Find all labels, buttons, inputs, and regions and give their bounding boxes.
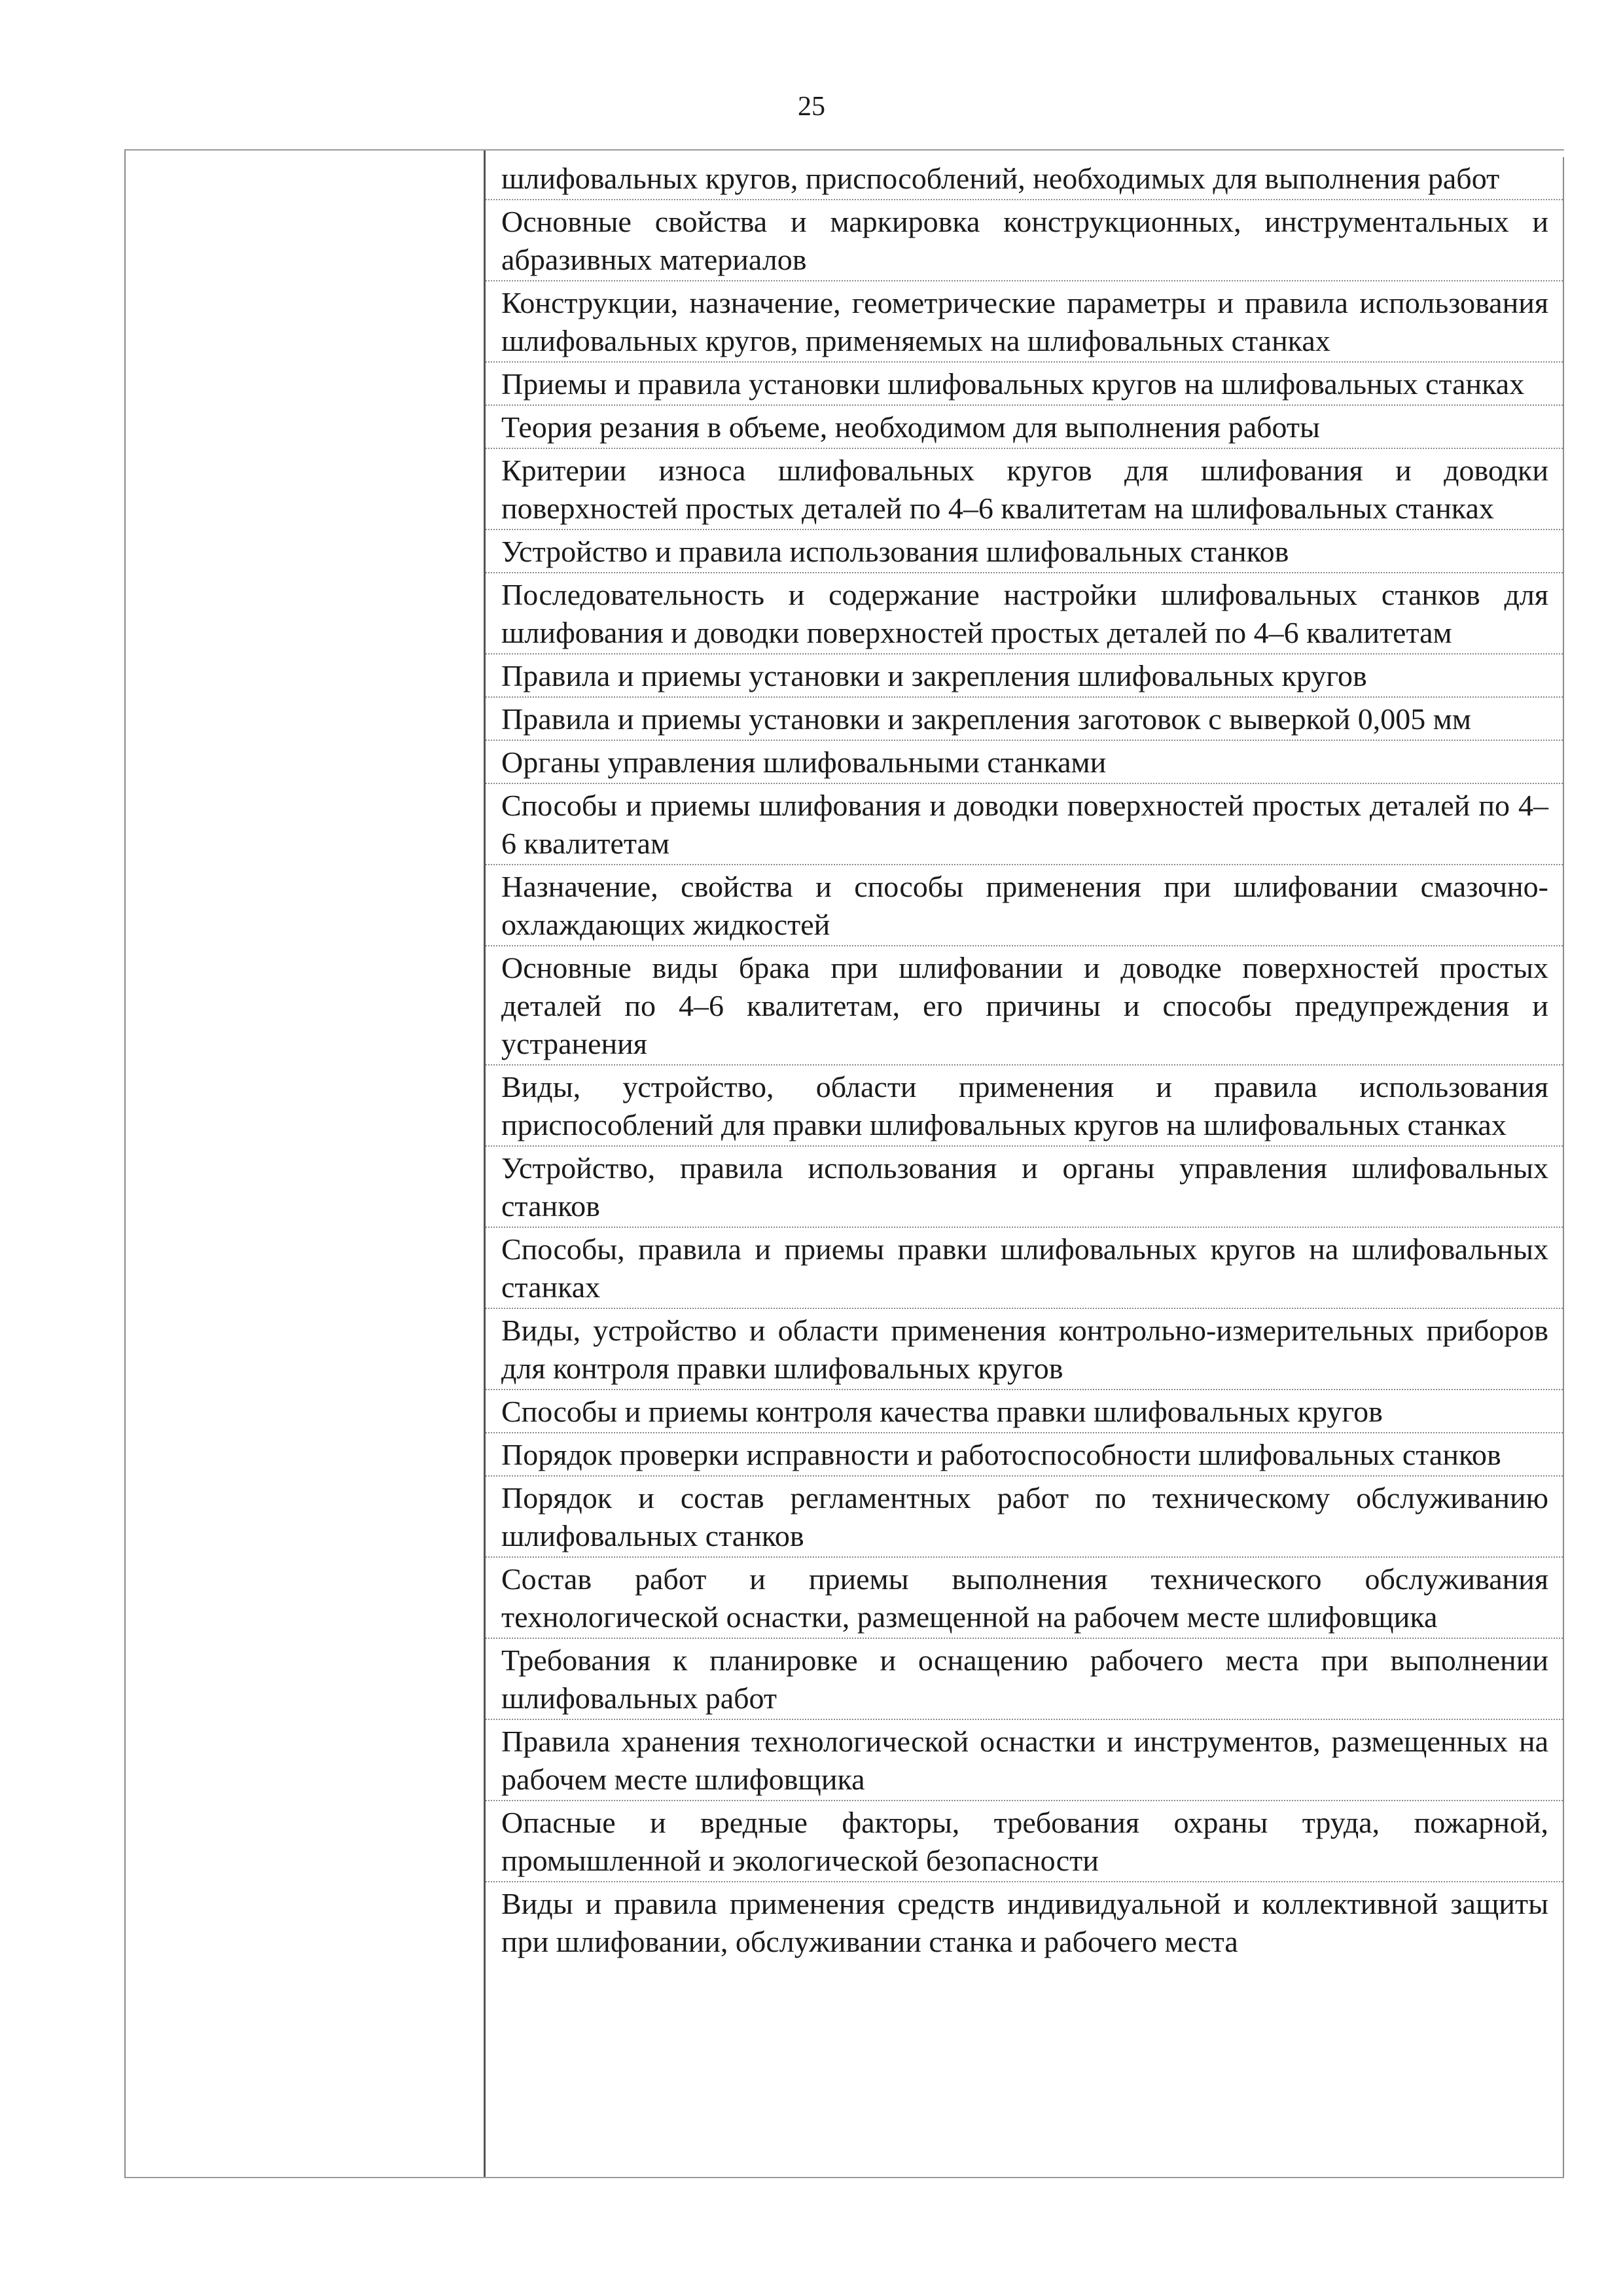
- table-row: Приемы и правила установки шлифовальных кругов на шлифовальных станках: [486, 363, 1563, 406]
- table-row: Назначение, свойства и способы применения при шлифовании смазочно-охлаждающих жидкостей: [486, 865, 1563, 946]
- table-row: шлифовальных кругов, приспособлений, необходимых для выполнения работ: [486, 157, 1563, 200]
- table-row: Устройство, правила использования и органы управления шлифовальных станков: [486, 1147, 1563, 1228]
- table-row: Критерии износа шлифовальных кругов для шлифования и доводки поверхностей простых деталей по 4–6 квалитетам на шлифовальных станках: [486, 449, 1563, 530]
- table-row: Органы управления шлифовальными станками: [486, 741, 1563, 784]
- table-row: Виды и правила применения средств индивидуальной и коллективной защиты при шлифовании, обслуживании станка и рабочего места: [501, 1887, 1548, 1958]
- page-number: 25: [798, 92, 825, 122]
- table-row: Правила и приемы установки и закрепления заготовок с выверкой 0,005 мм: [486, 698, 1563, 741]
- requirements-table: [124, 149, 1564, 2178]
- table-row: Конструкции, назначение, геометрические параметры и правила использования шлифовальных кругов, применяемых на шлифовальных станках: [486, 281, 1563, 363]
- table-row: Порядок и состав регламентных работ по техническому обслуживанию шлифовальных станков: [486, 1477, 1563, 1558]
- table-row: Состав работ и приемы выполнения технического обслуживания технологической оснастки, размещенной на рабочем месте шлифовщика: [486, 1558, 1563, 1639]
- table-row: Виды, устройство и области применения контрольно-измерительных приборов для контроля правки шлифовальных кругов: [486, 1309, 1563, 1390]
- table-row: Опасные и вредные факторы, требования охраны труда, пожарной, промышленной и экологической безопасности: [486, 1801, 1563, 1882]
- table-left-cell: [126, 151, 486, 2177]
- table-row: Последовательность и содержание настройки шлифовальных станков для шлифования и доводки поверхностей простых деталей по 4–6 квалитетам: [486, 573, 1563, 655]
- table-row: Основные виды брака при шлифовании и доводке поверхностей простых деталей по 4–6 квалитетам, его причины и способы предупреждения и устранения: [486, 946, 1563, 1066]
- table-row: Теория резания в объеме, необходимом для выполнения работы: [486, 406, 1563, 449]
- table-row: Основные свойства и маркировка конструкционных, инструментальных и абразивных материалов: [486, 200, 1563, 281]
- table-row: Способы и приемы шлифования и доводки поверхностей простых деталей по 4–6 квалитетам: [486, 784, 1563, 865]
- table-row: Правила хранения технологической оснастки и инструментов, размещенных на рабочем месте шлифовщика: [486, 1720, 1563, 1801]
- table-row: Порядок проверки исправности и работоспособности шлифовальных станков: [486, 1433, 1563, 1477]
- table-row: Виды, устройство, области применения и правила использования приспособлений для правки шлифовальных кругов на шлифовальных станках: [486, 1066, 1563, 1147]
- table-row: Требования к планировке и оснащению рабочего места при выполнении шлифовальных работ: [486, 1639, 1563, 1720]
- table-row: Способы, правила и приемы правки шлифовальных кругов на шлифовальных станках: [486, 1228, 1563, 1309]
- table-right-column: [486, 157, 1564, 2177]
- table-row: Способы и приемы контроля качества правки шлифовальных кругов: [486, 1390, 1563, 1433]
- table-row: Правила и приемы установки и закрепления шлифовальных кругов: [486, 655, 1563, 698]
- table-row: Устройство и правила использования шлифовальных станков: [486, 530, 1563, 573]
